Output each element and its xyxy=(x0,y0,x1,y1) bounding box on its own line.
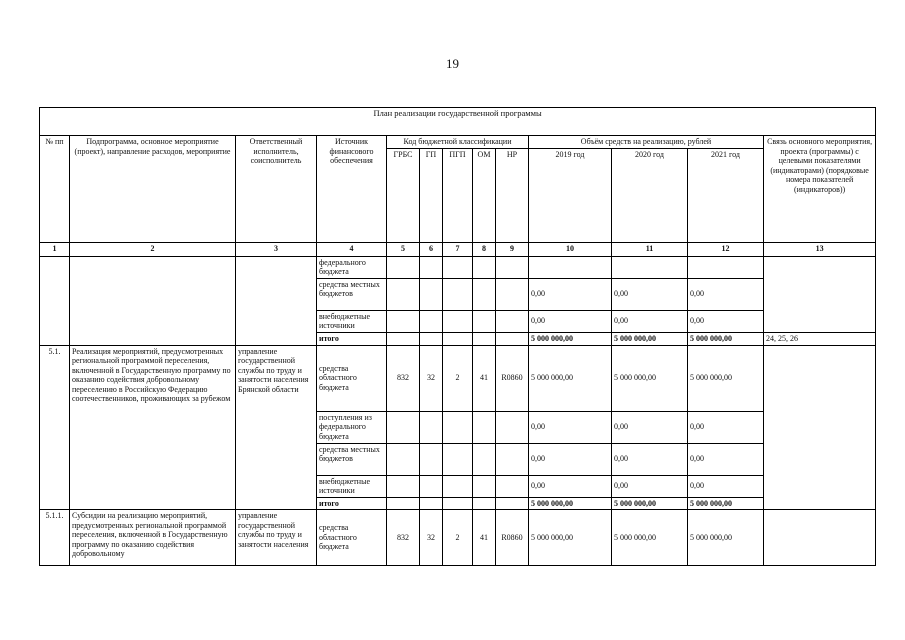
cell-executor: управление государственной службы по труду и занятости населения xyxy=(236,510,317,566)
column-number: 3 xyxy=(236,242,317,256)
cell-2020: 0,00 xyxy=(612,475,688,497)
cell-source: средства областного бюджета xyxy=(317,345,387,411)
header-volume: Объём средств на реализацию, рублей xyxy=(529,136,764,149)
cell-num: 5.1.1. xyxy=(40,510,70,566)
page-number: 19 xyxy=(446,56,459,71)
cell-grbs: 832 xyxy=(387,510,420,566)
cell-np: R0860 xyxy=(496,510,529,566)
column-number: 4 xyxy=(317,242,387,256)
header-om: ОМ xyxy=(473,148,496,242)
cell-program: Субсидии на реализацию мероприятий, предусмотренных региональной программой переселения, включенной в Государственную программу по оказанию содействия добровольному xyxy=(70,510,236,566)
cell-link xyxy=(764,345,876,510)
cell-source: внебюджетные источники xyxy=(317,310,387,332)
cell-2019: 0,00 xyxy=(529,475,612,497)
cell-2019: 0,00 xyxy=(529,443,612,475)
table-row xyxy=(40,510,876,566)
header-pgp: ПГП xyxy=(443,148,473,242)
cell-2020: 5 000 000,00 xyxy=(612,332,688,345)
cell-2020: 5 000 000,00 xyxy=(612,497,688,510)
column-number: 7 xyxy=(443,242,473,256)
cell-2019: 0,00 xyxy=(529,278,612,310)
cell-2020: 5 000 000,00 xyxy=(612,510,688,566)
cell-2019: 5 000 000,00 xyxy=(529,510,612,566)
cell-source: итого xyxy=(317,332,387,345)
column-number: 12 xyxy=(688,242,764,256)
header-executor: Ответственный исполнитель, соисполнитель xyxy=(236,136,317,243)
column-number: 2 xyxy=(70,242,236,256)
cell-2021: 0,00 xyxy=(688,443,764,475)
cell-2021 xyxy=(688,256,764,278)
header-grbs: ГРБС xyxy=(387,148,420,242)
cell-link xyxy=(764,256,876,332)
cell-2019: 5 000 000,00 xyxy=(529,497,612,510)
column-number: 11 xyxy=(612,242,688,256)
cell-source: федерального бюджета xyxy=(317,256,387,278)
cell-2019: 5 000 000,00 xyxy=(529,332,612,345)
cell-source: средства областного бюджета xyxy=(317,510,387,566)
cell-gp: 32 xyxy=(420,510,443,566)
cell-2021: 0,00 xyxy=(688,475,764,497)
cell-2020: 5 000 000,00 xyxy=(612,345,688,411)
column-number: 10 xyxy=(529,242,612,256)
cell-2019 xyxy=(529,256,612,278)
header-budget-code: Код бюджетной классификации xyxy=(387,136,529,149)
header-link: Связь основного мероприятия, проекта (программы) с целевыми показателями (индикаторами) (порядковые номера показателей (индикаторов)) xyxy=(764,136,876,243)
cell-link xyxy=(764,510,876,566)
cell-grbs: 832 xyxy=(387,345,420,411)
cell-om: 41 xyxy=(473,345,496,411)
implementation-plan-table xyxy=(39,107,876,566)
cell-2020: 0,00 xyxy=(612,443,688,475)
cell-om: 41 xyxy=(473,510,496,566)
cell-source: поступления из федерального бюджета xyxy=(317,411,387,443)
cell-2021: 0,00 xyxy=(688,310,764,332)
cell-2019: 5 000 000,00 xyxy=(529,345,612,411)
column-number: 8 xyxy=(473,242,496,256)
header-np: НР xyxy=(496,148,529,242)
cell-2021: 0,00 xyxy=(688,278,764,310)
header-2019: 2019 год xyxy=(529,148,612,242)
table-title: План реализации государственной программы xyxy=(40,108,876,136)
cell-2020: 0,00 xyxy=(612,278,688,310)
column-number: 6 xyxy=(420,242,443,256)
column-number: 13 xyxy=(764,242,876,256)
cell-num: 5.1. xyxy=(40,345,70,510)
cell-program: Реализация мероприятий, предусмотренных региональной программой переселения, включенной в Государственную программу по оказанию содействия добровольному переселению в Российскую Федерацию соотечественников, проживающих за рубежом xyxy=(70,345,236,510)
cell-executor xyxy=(236,256,317,345)
cell-source: средства местных бюджетов xyxy=(317,443,387,475)
cell-pgp: 2 xyxy=(443,510,473,566)
header-num: № пп xyxy=(40,136,70,243)
cell-2021: 5 000 000,00 xyxy=(688,345,764,411)
header-program: Подпрограмма, основное мероприятие (проект), направление расходов, мероприятие xyxy=(70,136,236,243)
cell-2019: 0,00 xyxy=(529,411,612,443)
column-number: 5 xyxy=(387,242,420,256)
header-2020: 2020 год xyxy=(612,148,688,242)
column-number: 9 xyxy=(496,242,529,256)
cell-2021: 5 000 000,00 xyxy=(688,497,764,510)
cell-gp: 32 xyxy=(420,345,443,411)
cell-source: средства местных бюджетов xyxy=(317,278,387,310)
cell-2021: 5 000 000,00 xyxy=(688,510,764,566)
table-row xyxy=(40,345,876,411)
header-2021: 2021 год xyxy=(688,148,764,242)
cell-2021: 0,00 xyxy=(688,411,764,443)
cell-np: R0860 xyxy=(496,345,529,411)
cell-executor: управление государственной службы по труду и занятости населения Брянской области xyxy=(236,345,317,510)
column-number: 1 xyxy=(40,242,70,256)
cell-link: 24, 25, 26 xyxy=(764,332,876,345)
cell-2019: 0,00 xyxy=(529,310,612,332)
cell-2020: 0,00 xyxy=(612,310,688,332)
cell-2021: 5 000 000,00 xyxy=(688,332,764,345)
cell-2020: 0,00 xyxy=(612,411,688,443)
header-source: Источник финансового обеспечения xyxy=(317,136,387,243)
column-numbers-row xyxy=(40,242,876,256)
cell-source: итого xyxy=(317,497,387,510)
cell-2020 xyxy=(612,256,688,278)
cell-pgp: 2 xyxy=(443,345,473,411)
cell-num xyxy=(40,256,70,345)
table-row xyxy=(40,256,876,278)
cell-program xyxy=(70,256,236,345)
header-gp: ГП xyxy=(420,148,443,242)
cell-source: внебюджетные источники xyxy=(317,475,387,497)
